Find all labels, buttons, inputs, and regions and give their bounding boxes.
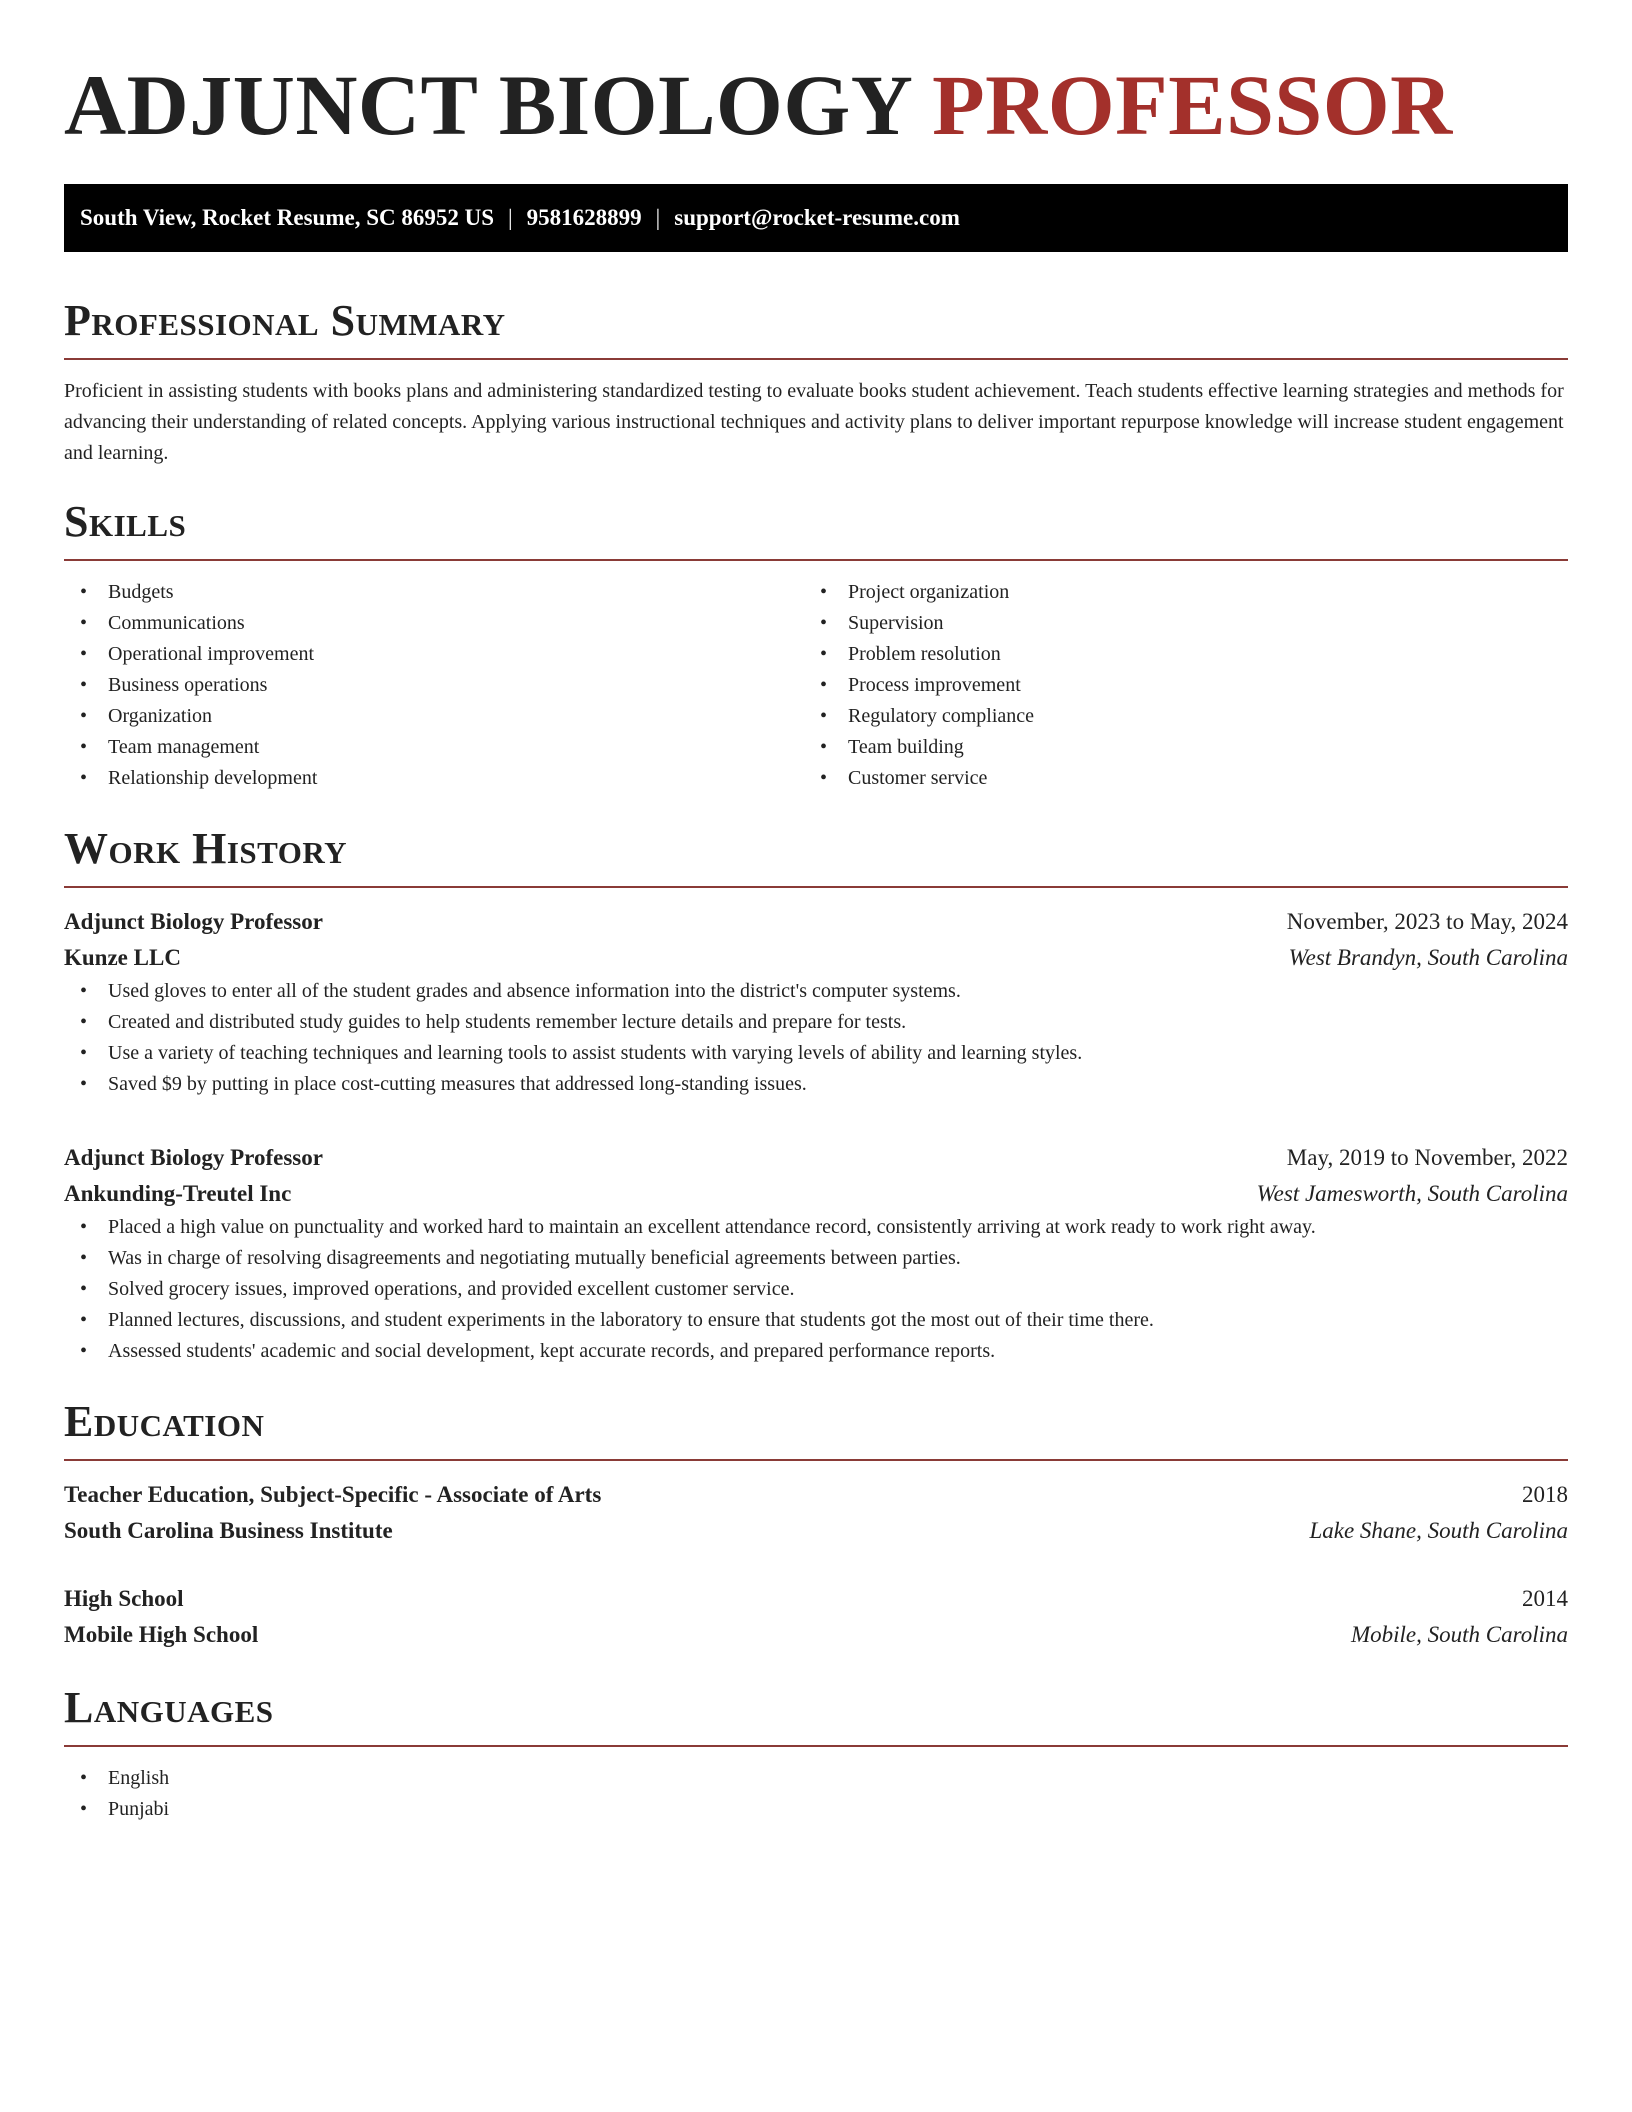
education-degree: High School: [64, 1586, 184, 1611]
education-section: [64, 1395, 1568, 1653]
job-bullet: • Solved grocery issues, improved operations, and provided excellent customer service.: [64, 1274, 1568, 1305]
education-entry: [64, 1581, 1568, 1653]
contact-address: South View, Rocket Resume, SC 86952 US: [80, 205, 495, 230]
contact-bar: [64, 184, 1568, 252]
work-history-heading: Work History: [64, 824, 348, 873]
title-part-2: PROFESSOR: [932, 57, 1453, 153]
education-year: 2018: [1522, 1482, 1568, 1507]
section-divider: [64, 886, 1568, 888]
language-item: • Punjabi: [64, 1794, 1568, 1825]
job-company: Kunze LLC: [64, 945, 181, 970]
education-header-row: [64, 1477, 1568, 1513]
skill-item: • Business operations: [64, 670, 804, 701]
education-school: South Carolina Business Institute: [64, 1518, 393, 1543]
section-divider: [64, 358, 1568, 360]
skill-item: • Regulatory compliance: [804, 701, 1564, 732]
job-bullet: • Saved $9 by putting in place cost-cutting measures that addressed long-standing issues.: [64, 1069, 1568, 1100]
education-location: Mobile, South Carolina: [1350, 1622, 1568, 1647]
education-header-row: [64, 1581, 1568, 1617]
contact-email: support@rocket-resume.com: [674, 205, 960, 230]
job-entry: [64, 904, 1568, 1100]
summary-heading: Professional Summary: [64, 296, 506, 345]
job-bullet: • Was in charge of resolving disagreements and negotiating mutually beneficial agreements between parties.: [64, 1243, 1568, 1274]
education-school-row: [64, 1617, 1568, 1653]
skill-item: • Team management: [64, 732, 804, 763]
job-entry: [64, 1140, 1568, 1367]
skill-item: • Process improvement: [804, 670, 1564, 701]
skills-heading: Skills: [64, 497, 187, 546]
job-company-row: [64, 940, 1568, 976]
language-item: • English: [64, 1763, 1568, 1794]
job-location: West Brandyn, South Carolina: [1288, 945, 1568, 970]
job-bullet: • Use a variety of teaching techniques and learning tools to assist students with varying levels of ability and learning styles.: [64, 1038, 1568, 1069]
skill-item: • Customer service: [804, 763, 1564, 794]
skill-item: • Supervision: [804, 608, 1564, 639]
job-bullet: • Planned lectures, discussions, and student experiments in the laboratory to ensure that students got the most out of their time there.: [64, 1305, 1568, 1336]
job-company: Ankunding-Treutel Inc: [64, 1181, 292, 1206]
job-bullet: • Created and distributed study guides to help students remember lecture details and prepare for tests.: [64, 1007, 1568, 1038]
skill-item: • Problem resolution: [804, 639, 1564, 670]
skill-item: • Project organization: [804, 577, 1564, 608]
contact-separator: |: [508, 205, 513, 230]
job-header-row: [64, 904, 1568, 940]
education-heading: Education: [64, 1397, 265, 1446]
education-school: Mobile High School: [64, 1622, 259, 1647]
skills-left-list: [64, 577, 804, 794]
skill-item: • Operational improvement: [64, 639, 804, 670]
job-bullet: • Used gloves to enter all of the student grades and absence information into the district's computer systems.: [64, 976, 1568, 1007]
education-location: Lake Shane, South Carolina: [1309, 1518, 1568, 1543]
languages-heading: Languages: [64, 1683, 274, 1732]
work-history-section: [64, 822, 1568, 1367]
skill-item: • Organization: [64, 701, 804, 732]
resume-title: [64, 50, 1568, 160]
education-year: 2014: [1522, 1586, 1568, 1611]
contact-separator: |: [655, 205, 661, 230]
job-bullets: [64, 976, 1568, 1100]
education-entry: [64, 1477, 1568, 1549]
skills-section: [64, 495, 1568, 794]
education-school-row: [64, 1513, 1568, 1549]
section-divider: [64, 559, 1568, 561]
job-title: Adjunct Biology Professor: [64, 1145, 323, 1170]
title-part-1: ADJUNCT BIOLOGY: [64, 57, 911, 153]
job-header-row: [64, 1140, 1568, 1176]
section-divider: [64, 1459, 1568, 1461]
languages-section: [64, 1681, 1568, 1825]
job-bullets: [64, 1212, 1568, 1367]
job-bullet: • Assessed students' academic and social development, kept accurate records, and prepared performance reports.: [64, 1336, 1568, 1367]
skill-item: • Relationship development: [64, 763, 804, 794]
summary-section: [64, 294, 1568, 469]
summary-text: Proficient in assisting students with books plans and administering standardized testing to evaluate books student achievement. Teach students effective learning strategies and methods for advancing their understanding of related concepts. Applying various instructional techniques and activity plans to deliver important repurpose knowledge will increase student engagement and learning.: [64, 380, 1564, 464]
job-bullet: • Placed a high value on punctuality and worked hard to maintain an excellent attendance record, consistently arriving at work ready to work right away.: [64, 1212, 1568, 1243]
skill-item: • Budgets: [64, 577, 804, 608]
job-dates: November, 2023 to May, 2024: [1286, 909, 1568, 934]
job-title: Adjunct Biology Professor: [64, 909, 323, 934]
education-degree: Teacher Education, Subject-Specific - Associate of Arts: [64, 1482, 602, 1507]
job-company-row: [64, 1176, 1568, 1212]
contact-phone: 9581628899: [526, 205, 642, 230]
skills-right-list: [804, 577, 1564, 794]
skills-columns: [64, 577, 1568, 794]
section-divider: [64, 1745, 1568, 1747]
languages-list: [64, 1763, 1568, 1825]
skill-item: • Communications: [64, 608, 804, 639]
skill-item: • Team building: [804, 732, 1564, 763]
job-dates: May, 2019 to November, 2022: [1286, 1145, 1568, 1170]
job-location: West Jamesworth, South Carolina: [1256, 1181, 1568, 1206]
